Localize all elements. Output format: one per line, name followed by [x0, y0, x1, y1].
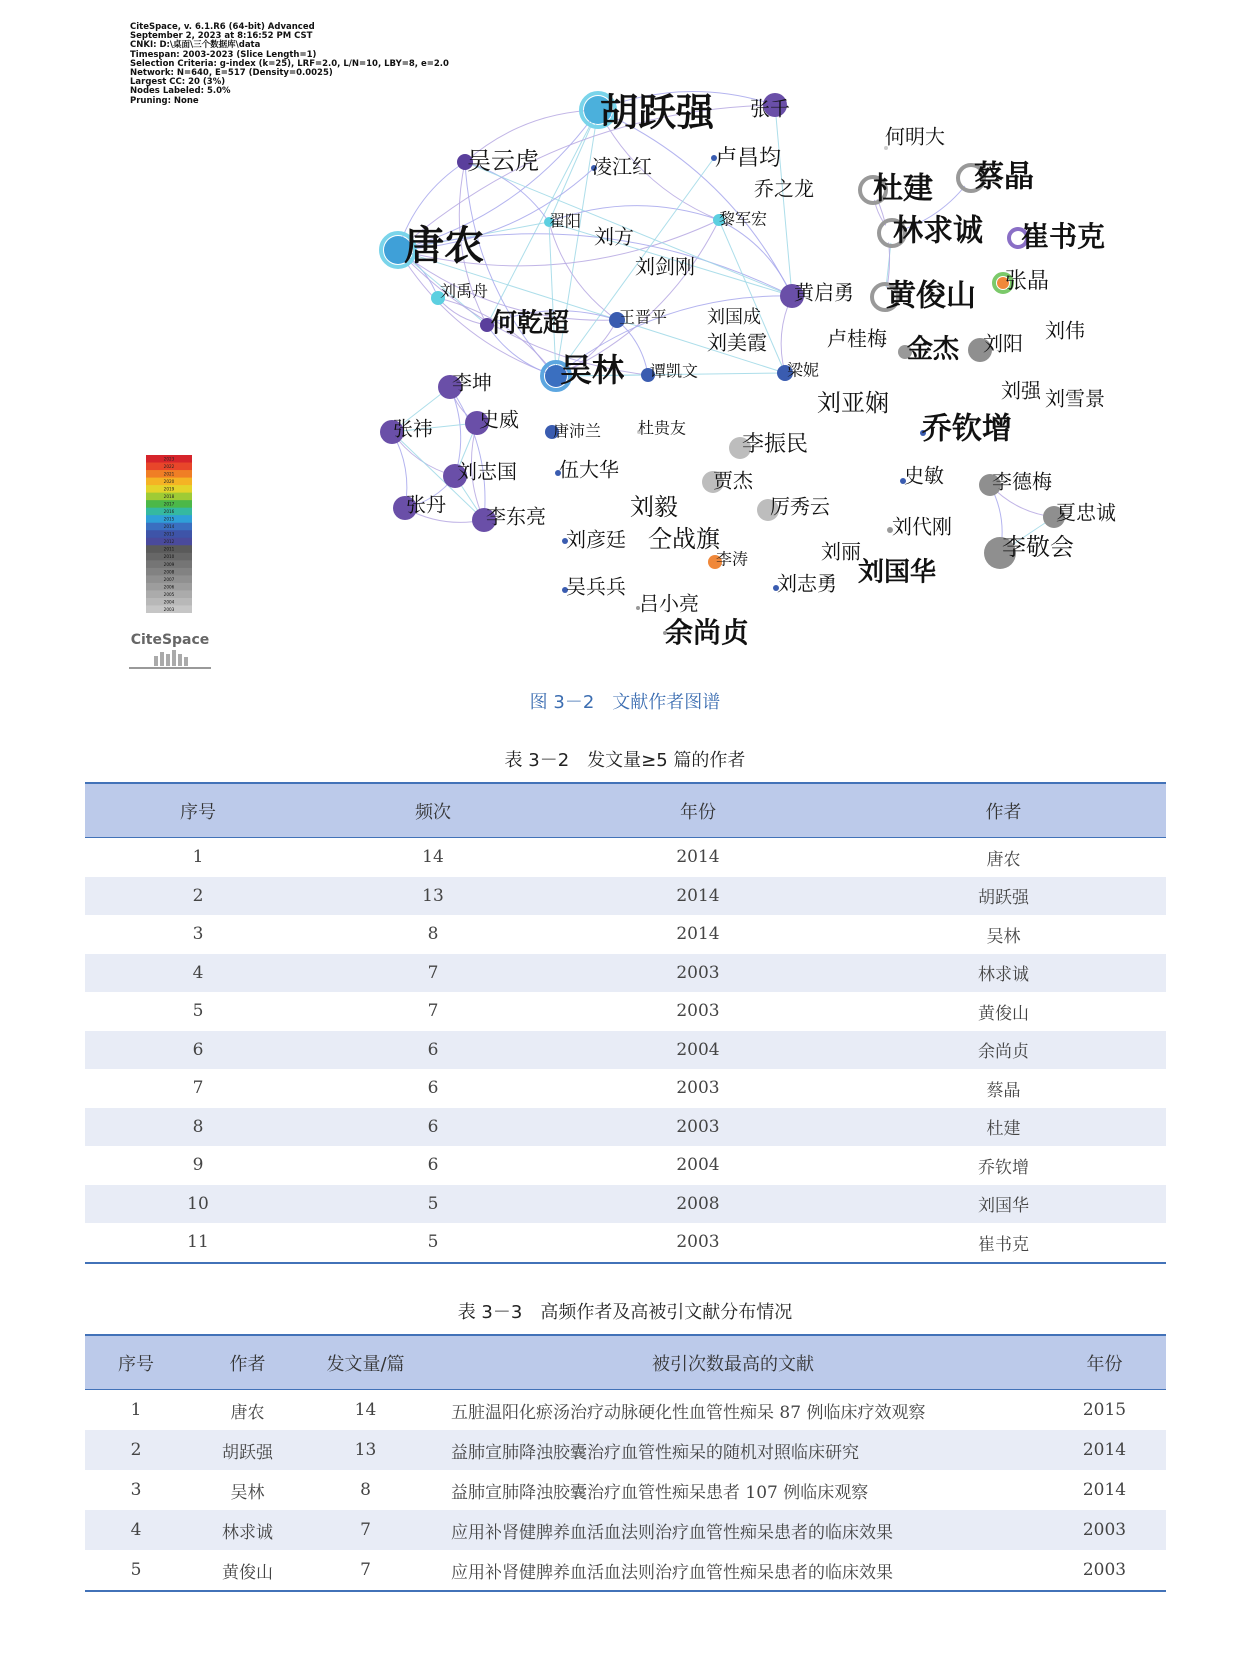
citespace-logo — [124, 632, 216, 674]
table-row — [85, 954, 1166, 993]
table-header-cell: 作者 — [841, 783, 1166, 838]
node-label: 仝战旗 — [648, 525, 720, 553]
node-label: 刘阳 — [983, 331, 1023, 356]
node-label: 伍大华 — [559, 457, 619, 482]
node-label: 刘伟 — [1045, 318, 1085, 343]
table-row — [85, 877, 1166, 916]
table-header-cell: 被引次数最高的文献 — [423, 1335, 1043, 1390]
table-authors — [85, 782, 1166, 1264]
table-cell: 杜建 — [841, 1108, 1166, 1147]
table-cell: 10 — [85, 1185, 311, 1224]
table-header-cell: 作者 — [187, 1335, 308, 1390]
node-label: 余尚贞 — [665, 616, 750, 649]
meta-line: Selection Criteria: g-index (k=25), LRF=2.0, L/N=10, LBY=8, e=2.0 — [130, 58, 449, 69]
node-label: 杜建 — [873, 171, 933, 207]
table1-caption: 表 3－2 发文量≥5 篇的作者 — [504, 750, 746, 771]
table-row — [85, 1108, 1166, 1147]
table-cell: 7 — [311, 954, 555, 993]
node-label: 史敏 — [904, 463, 944, 488]
node-label: 夏忠诚 — [1056, 500, 1116, 525]
logo-icon — [124, 632, 216, 674]
node-label: 崔书克 — [1021, 220, 1106, 253]
node-label: 何明大 — [885, 124, 945, 149]
table-cell: 13 — [311, 877, 555, 916]
table-cell: 林求诚 — [187, 1510, 308, 1550]
table-row — [85, 1223, 1166, 1263]
citespace-meta — [130, 23, 449, 106]
table-cell: 蔡晶 — [986, 1080, 1021, 1101]
table-header-cell: 年份 — [555, 783, 841, 838]
table-cell: 2014 — [555, 877, 841, 916]
node-label: 凌江红 — [592, 154, 652, 179]
legend-year: 2009 — [163, 561, 175, 567]
table-header-cell: 序号 — [85, 1335, 187, 1390]
node-label: 翟阳 — [549, 211, 582, 231]
table-cell: 吴林 — [986, 926, 1021, 947]
node-label: 刘丽 — [821, 539, 861, 564]
node-label: 李敬会 — [1002, 533, 1074, 561]
meta-line: Network: N=640, E=517 (Density=0.0025) — [130, 68, 333, 79]
network-edge — [775, 105, 792, 296]
table-row — [85, 1069, 1166, 1108]
legend-year: 2011 — [163, 546, 175, 552]
node-label: 林求诚 — [893, 213, 983, 249]
table-cell: 2 — [85, 877, 311, 916]
legend-year: 2008 — [163, 569, 175, 575]
node-label: 刘剑刚 — [635, 254, 695, 279]
node-label: 唐农 — [404, 223, 484, 269]
table-cell: 5 — [311, 1223, 555, 1263]
node-label: 刘雪景 — [1045, 386, 1105, 411]
node-label: 李涛 — [716, 549, 749, 569]
table-row — [85, 1510, 1166, 1550]
table-cell: 2014 — [1082, 1480, 1127, 1500]
node-label: 李振民 — [742, 432, 809, 457]
table-header-cell: 发文量/篇 — [308, 1335, 423, 1390]
table-cell: 9 — [192, 1155, 204, 1176]
legend-year: 2003 — [163, 606, 175, 612]
node-label: 刘代刚 — [892, 514, 952, 539]
legend-year: 2023 — [163, 456, 175, 462]
meta-line: Largest CC: 20 (3%) — [130, 77, 226, 88]
logo-text: CiteSpace — [130, 632, 210, 648]
table-cell: 6 — [85, 1031, 311, 1070]
table1-header-row — [85, 783, 1166, 838]
table-cell: 2015 — [1082, 1400, 1127, 1420]
table-cell: 8 — [85, 1108, 311, 1147]
node-label: 乔之龙 — [754, 176, 814, 201]
table-cell: 黄俊山 — [978, 1003, 1029, 1024]
table-cell: 7 — [308, 1550, 423, 1591]
table-cell: 2003 — [1043, 1510, 1166, 1550]
node-label: 谭凯文 — [650, 361, 699, 381]
node-label: 刘亚娴 — [817, 389, 889, 417]
table-header-cell: 年份 — [1043, 1335, 1166, 1390]
table-cell: 14 — [422, 847, 444, 868]
table-cell: 唐农 — [230, 1402, 265, 1423]
table-cell: 11 — [85, 1223, 311, 1263]
table-cell: 5 — [311, 1185, 555, 1224]
node-label: 贾杰 — [713, 468, 753, 493]
table-cell: 4 — [85, 1510, 187, 1550]
table-cell: 8 — [360, 1480, 371, 1500]
node-label: 刘彦廷 — [566, 527, 626, 552]
legend-year: 2007 — [163, 576, 175, 582]
table-cell: 2008 — [555, 1185, 841, 1224]
node-label: 李坤 — [452, 370, 492, 395]
network-edge — [598, 110, 792, 296]
node-label: 张千 — [750, 96, 790, 121]
table-cell: 6 — [311, 1031, 555, 1070]
node-label: 张丹 — [406, 492, 446, 517]
table-cell: 2003 — [555, 954, 841, 993]
node-label: 刘美霞 — [707, 330, 767, 355]
node-label: 张晶 — [1005, 269, 1050, 294]
meta-line: CiteSpace, v. 6.1.R6 (64-bit) Advanced — [130, 22, 315, 32]
table-high-cited — [85, 1334, 1166, 1592]
meta-line: September 2, 2023 at 8:16:52 PM CST — [130, 31, 313, 42]
node-label: 唐沛兰 — [553, 421, 602, 441]
table-row — [85, 1031, 1166, 1070]
table-cell: 2003 — [555, 1108, 841, 1147]
table-cell: 益肺宣肺降浊胶囊治疗血管性痴呆患者 107 例临床观察 — [451, 1482, 869, 1503]
table-cell: 2004 — [676, 1155, 720, 1176]
node-label: 刘禹舟 — [440, 281, 489, 301]
legend-year: 2006 — [163, 584, 175, 590]
node-label: 吴兵兵 — [566, 574, 626, 599]
table-header-cell: 频次 — [311, 783, 555, 838]
legend-year: 2017 — [163, 501, 175, 507]
table-cell: 2003 — [1043, 1550, 1166, 1591]
node-label: 史威 — [479, 407, 519, 432]
meta-line: Timespan: 2003-2023 (Slice Length=1) — [130, 49, 317, 60]
table-cell: 2014 — [1043, 1430, 1166, 1470]
node-label: 梁妮 — [787, 360, 820, 380]
node-label: 吴云虎 — [467, 147, 539, 175]
table-cell: 唐农 — [986, 849, 1021, 870]
table-cell: 2003 — [676, 1078, 720, 1099]
table2-header-row — [85, 1335, 1166, 1390]
table-cell: 黄俊山 — [187, 1550, 308, 1591]
table-cell: 乔钦增 — [978, 1157, 1029, 1178]
legend-year: 2015 — [163, 516, 175, 522]
table-cell: 8 — [427, 924, 439, 945]
node-label: 刘国华 — [858, 557, 937, 588]
table-cell: 2003 — [676, 1001, 720, 1022]
node-label: 吴林 — [560, 351, 625, 389]
node-label: 李东亮 — [486, 504, 546, 529]
network-edge — [438, 298, 487, 325]
table-cell: 刘国华 — [841, 1185, 1166, 1224]
table-cell: 3 — [192, 924, 204, 945]
legend-year: 2012 — [163, 539, 175, 545]
legend-year: 2022 — [163, 463, 175, 469]
node-label: 金杰 — [907, 334, 960, 365]
meta-line: Pruning: None — [130, 95, 199, 106]
node-label: 李德梅 — [992, 469, 1052, 494]
table-cell: 益肺宣肺降浊胶囊治疗血管性痴呆的随机对照临床研究 — [423, 1430, 1043, 1470]
node-label: 刘毅 — [630, 493, 678, 521]
legend-year: 2004 — [163, 599, 175, 605]
table-row — [85, 915, 1166, 954]
legend-year: 2020 — [163, 478, 175, 484]
legend-year: 2019 — [163, 486, 175, 492]
meta-line: CNKI: D:\桌面\三个数据库\data — [130, 40, 261, 51]
node-label: 黄俊山 — [886, 278, 976, 314]
table-row — [85, 1430, 1166, 1470]
table2-caption: 表 3－3 高频作者及高被引文献分布情况 — [457, 1302, 793, 1323]
meta-line: Nodes Labeled: 5.0% — [130, 86, 231, 97]
node-label: 乔钦增 — [922, 411, 1012, 447]
table-row — [85, 992, 1166, 1031]
table-row — [85, 1470, 1166, 1510]
node-label: 胡跃强 — [600, 90, 715, 135]
node-label: 卢桂梅 — [827, 326, 887, 351]
table-cell: 6 — [427, 1078, 439, 1099]
table-cell: 5 — [192, 1001, 204, 1022]
table-cell: 胡跃强 — [187, 1430, 308, 1470]
timeline-legend — [146, 455, 192, 613]
table-cell: 6 — [311, 1108, 555, 1147]
node-label: 刘国成 — [707, 307, 761, 328]
legend-year: 2016 — [163, 509, 175, 515]
node-label: 刘强 — [1001, 378, 1041, 403]
table-cell: 13 — [308, 1430, 423, 1470]
legend-year: 2014 — [163, 524, 175, 530]
table-cell: 7 — [192, 1078, 204, 1099]
node-label: 刘志勇 — [777, 571, 837, 596]
table-cell: 2003 — [555, 1223, 841, 1263]
table-cell: 崔书克 — [841, 1223, 1166, 1263]
table-cell: 胡跃强 — [841, 877, 1166, 916]
legend-year: 2013 — [163, 531, 175, 537]
table-cell: 3 — [130, 1480, 142, 1500]
table-cell: 1 — [192, 847, 204, 868]
node-label: 何乾超 — [491, 308, 570, 339]
table-cell: 2014 — [676, 847, 720, 868]
table-cell: 2004 — [555, 1031, 841, 1070]
table-row — [85, 1185, 1166, 1224]
table-cell: 吴林 — [230, 1482, 265, 1503]
table-row — [85, 838, 1166, 877]
node-label: 杜贵友 — [638, 418, 687, 438]
table-cell: 2014 — [676, 924, 720, 945]
legend-year: 2018 — [163, 494, 175, 500]
table-cell: 余尚贞 — [841, 1031, 1166, 1070]
table-cell: 6 — [427, 1155, 439, 1176]
node-label: 刘志国 — [457, 459, 517, 484]
table-cell: 2 — [85, 1430, 187, 1470]
table-cell: 5 — [85, 1550, 187, 1591]
table-cell: 应用补肾健脾养血活血法则治疗血管性痴呆患者的临床效果 — [423, 1510, 1043, 1550]
node-label: 张祎 — [393, 416, 433, 441]
legend-year: 2021 — [163, 471, 175, 477]
table-row — [85, 1550, 1166, 1591]
node-label: 黄启勇 — [794, 280, 854, 305]
table-row — [85, 1390, 1166, 1431]
node-label: 黎军宏 — [719, 209, 768, 229]
node-label: 刘方 — [594, 224, 634, 249]
legend-year: 2010 — [163, 554, 175, 560]
table-row — [85, 1146, 1166, 1185]
table-cell: 1 — [130, 1400, 142, 1420]
node-label: 卢昌均 — [715, 146, 782, 171]
table-cell: 应用补肾健脾养血活血法则治疗血管性痴呆患者的临床效果 — [423, 1550, 1043, 1591]
table-cell: 7 — [308, 1510, 423, 1550]
node-label: 吕小亮 — [639, 591, 699, 616]
table-cell: 7 — [427, 1001, 439, 1022]
table-cell: 林求诚 — [841, 954, 1166, 993]
table-cell: 14 — [354, 1400, 377, 1420]
figure-caption: 图 3－2 文献作者图谱 — [529, 692, 721, 713]
node-label: 王晋平 — [619, 307, 668, 327]
node-label: 厉秀云 — [770, 494, 830, 519]
node-label: 蔡晶 — [974, 159, 1034, 195]
table-cell: 五脏温阳化瘀汤治疗动脉硬化性血管性痴呆 87 例临床疗效观察 — [451, 1402, 926, 1423]
table-header-cell: 序号 — [85, 783, 311, 838]
table-cell: 4 — [85, 954, 311, 993]
legend-year: 2005 — [163, 591, 175, 597]
